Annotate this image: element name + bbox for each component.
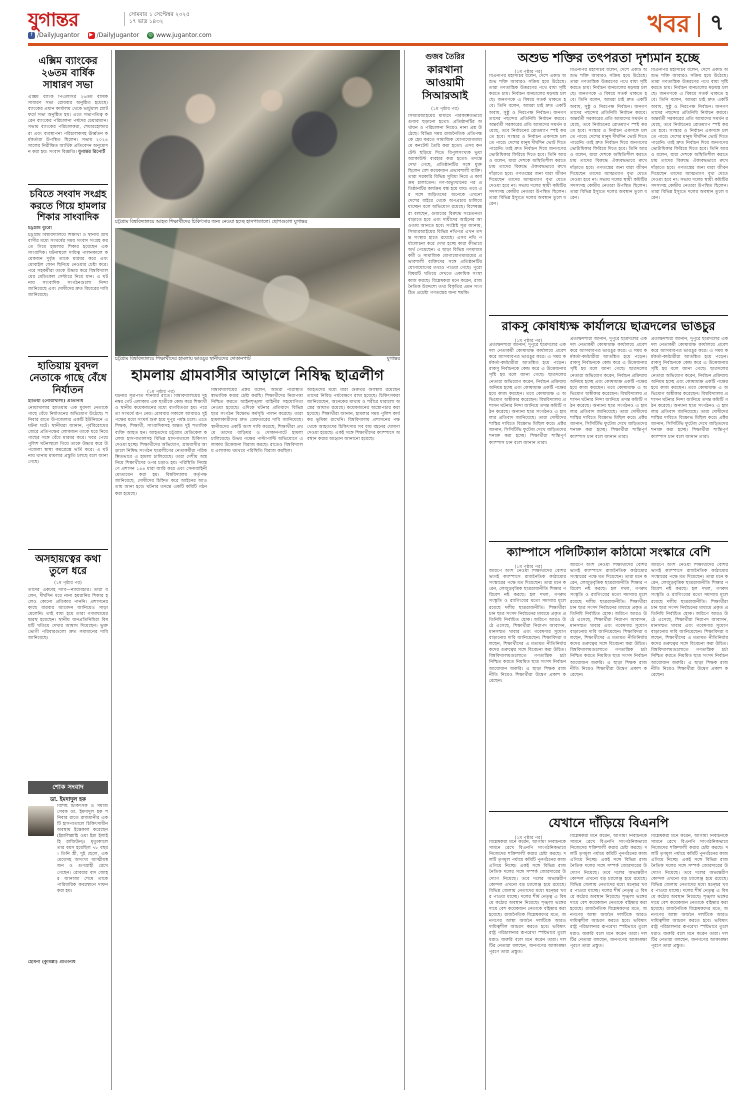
right-story1-headline: অশুভ শক্তির তৎপরতা দৃশ্যমান হচ্ছে bbox=[517, 50, 700, 65]
middle-body: সিআরআইয়ের মাধ্যমে পরিকল্পিতভাবে গুজব ছড়ানো হতো। প্রতিষ্ঠানটির অর্থায়ন ও পরিচালনা নিয়েও নানা প্রশ্ন উঠেছে। বিভিন্ন সময় রাজনৈতিক প্রতিপক্ষকে হেয় করতে সামাজিক যোগাযোগমাধ্যমে কনটেন্ট তৈরি করা হতো। এসব কনটেন্ট ছড়িয়ে দিতে বিপুলসংখ্যক ভুয়া অ্যাকাউন্ট ব্যবহার করা হতো। তদন্তে দেখা গেছে, প্রতিষ্ঠানটির সঙ্গে যুক্ত ছিলেন বেশ কয়েকজন প্রভাবশালী ব্যক্তি। তারা সরকারি বিভিন্ন সুবিধা নিয়ে এ কার্যক্রম চালাতেন। গণ-অভ্যুত্থানের পর প্রতিষ্ঠানটির কার্যক্রম বন্ধ হয়ে যায়। তবে এর সঙ্গে জড়িতদের অনেকে এখনো দেশের বাইরে থেকে অপপ্রচার চালিয়ে যাচ্ছেন বলে অভিযোগ রয়েছে। বিশেষজ্ঞরা বলছেন, গুজবের বিরুদ্ধে সচেতনতা বাড়াতে হবে এবং দায়ীদের আইনের আওতায় আনতে হবে। সংশ্লিষ্ট সূত্র জানায়, সিআরআইয়ের বিভিন্ন নথিপত্র এখন তদন্ত সংস্থার হাতে রয়েছে। এসব নথি পর্যালোচনা করে দেখা হচ্ছে কারা কীভাবে অর্থ পেয়েছেন। এ ছাড়া বিভিন্ন গণমাধ্যমকর্মী ও সামাজিক যোগাযোগমাধ্যমের প্রভাবশালী ব্যক্তিদের সঙ্গে প্রতিষ্ঠানটির যোগাযোগের তথ্যও পাওয়া গেছে। পুরো বিষয়টি খতিয়ে দেখতে একাধিক সংস্থা কাজ করছে। বিশ্লেষকরা মনে করেন, রাজনৈতিক উদ্দেশ্যে তথ্য বিকৃতির এমন সংগঠিত প্রচেষ্টা গণতন্ত্রের জন্য হুমকি। bbox=[408, 114, 482, 296]
column-rule bbox=[111, 50, 112, 1090]
right-story4-body-col2: বিশ্লেষকরা মনে করেন, আগামী নির্বাচনকে সামনে রেখে বিএনপি সাংগঠনিকভাবে নিজেদের শক্তিশালী করার চেষ্টা করছে। দলটি তৃণমূল পর্যায়ে কমিটি পুনর্গঠনের কাজ এগিয়ে নিচ্ছে। একই সঙ্গে বিভিন্ন রাজনৈতিক দলের সঙ্গে সম্পর্ক জোরদারের উদ্যোগ নিয়েছে। তবে দলের অভ্যন্তরীণ কোন্দল এখনো বড় চ্যালেঞ্জ হয়ে রয়েছে। বিভিন্ন জেলায় নেতাদের মধ্যে দ্বন্দ্বের খবর পাওয়া যাচ্ছে। দলের শীর্ষ নেতৃত্ব এ বিষয়ে কঠোর অবস্থান নিয়েছে। শৃঙ্খলা ভঙ্গের দায়ে বেশ কয়েকজন নেতাকে বহিষ্কার করা হয়েছে। রাজনৈতিক বিশ্লেষকদের মতে, জনগণের আস্থা অর্জনে দলটিকে আরও দায়িত্বশীল আচরণ করতে হবে। ভবিষ্যৎ রাষ্ট্র পরিচালনার রূপরেখা স্পষ্টভাবে তুলে ধরাও জরুরি বলে মনে করেন তারা। দলটির নেতারা বলছেন, জনগণের আকাঙ্ক্ষা পূরণে তারা প্রস্তুত। bbox=[570, 834, 647, 949]
obituary-byline: হোমনা (কুমিল্লা) প্রতিনিধি bbox=[28, 959, 76, 965]
middle-continue: (১ম পৃষ্ঠার পর) bbox=[431, 107, 459, 112]
date-line bbox=[124, 12, 190, 26]
social-youtube-label: /DailyJugantor bbox=[96, 32, 140, 39]
secondary-photo-debris bbox=[115, 228, 400, 356]
right-story3-body-col1: জরিপে অংশ নেওয়া শিক্ষার্থীদের বেশির ভাগই ক্যাম্পাসে রাজনৈতিক কাঠামোর সংস্কারের পক্ষে মত দিয়েছেন। তারা মনে করেন, লেজুড়বৃত্তিক ছাত্ররাজনীতি শিক্ষার পরিবেশ নষ্ট করছে। হল দখল, গণরুম সংস্কৃতি ও র‍্যাগিংয়ের মতো সমস্যার মূলে রয়েছে দলীয় ছাত্ররাজনীতি। শিক্ষার্থীরা চান ছাত্র সংসদ নির্বাচনের মাধ্যমে প্রকৃত প্রতিনিধি নির্বাচিত হোক। জরিপে আরও উঠে এসেছে, শিক্ষার্থীরা নিরাপদ আবাসন, মানসম্মত খাবার এবং গবেষণার সুযোগ বাড়ানোর দাবি জানিয়েছেন। শিক্ষাবিদরা বলছেন, শিক্ষার্থীদের এ মতামত নীতিনির্ধারকদের গুরুত্বের সঙ্গে বিবেচনা করা উচিত। বিশ্ববিদ্যালয়গুলোতে গণতান্ত্রিক চর্চা নিশ্চিত করতে নিয়মিত ছাত্র সংসদ নির্বাচন আয়োজন জরুরি। এ ছাড়া শিক্ষক রাজনীতি নিয়েও শিক্ষার্থীরা উদ্বেগ প্রকাশ করেছেন। bbox=[489, 569, 566, 684]
secondary-photo-caption bbox=[115, 357, 400, 363]
right-story3-body-col3: জরিপে অংশ নেওয়া শিক্ষার্থীদের বেশির ভাগই ক্যাম্পাসে রাজনৈতিক কাঠামোর সংস্কারের পক্ষে মত দিয়েছেন। তারা মনে করেন, লেজুড়বৃত্তিক ছাত্ররাজনীতি শিক্ষার পরিবেশ নষ্ট করছে। হল দখল, গণরুম সংস্কৃতি ও র‍্যাগিংয়ের মতো সমস্যার মূলে রয়েছে দলীয় ছাত্ররাজনীতি। শিক্ষার্থীরা চান ছাত্র সংসদ নির্বাচনের মাধ্যমে প্রকৃত প্রতিনিধি নির্বাচিত হোক। জরিপে আরও উঠে এসেছে, শিক্ষার্থীরা নিরাপদ আবাসন, মানসম্মত খাবার এবং গবেষণার সুযোগ বাড়ানোর দাবি জানিয়েছেন। শিক্ষাবিদরা বলছেন, শিক্ষার্থীদের এ মতামত নীতিনির্ধারকদের গুরুত্বের সঙ্গে বিবেচনা করা উচিত। বিশ্ববিদ্যালয়গুলোতে গণতান্ত্রিক চর্চা নিশ্চিত করতে নিয়মিত ছাত্র সংসদ নির্বাচন আয়োজন জরুরি। এ ছাড়া শিক্ষক রাজনীতি নিয়েও শিক্ষার্থীরা উদ্বেগ প্রকাশ করেছেন। bbox=[651, 563, 728, 678]
right-story1-continue: (১ম পৃষ্ঠার পর) bbox=[514, 70, 543, 75]
youtube-icon: ▶ bbox=[89, 32, 93, 38]
right-story3-body-col2: জরিপে অংশ নেওয়া শিক্ষার্থীদের বেশির ভাগই ক্যাম্পাসে রাজনৈতিক কাঠামোর সংস্কারের পক্ষে মত দিয়েছেন। তারা মনে করেন, লেজুড়বৃত্তিক ছাত্ররাজনীতি শিক্ষার পরিবেশ নষ্ট করছে। হল দখল, গণরুম সংস্কৃতি ও র‍্যাগিংয়ের মতো সমস্যার মূলে রয়েছে দলীয় ছাত্ররাজনীতি। শিক্ষার্থীরা চান ছাত্র সংসদ নির্বাচনের মাধ্যমে প্রকৃত প্রতিনিধি নির্বাচিত হোক। জরিপে আরও উঠে এসেছে, শিক্ষার্থীরা নিরাপদ আবাসন, মানসম্মত খাবার এবং গবেষণার সুযোগ বাড়ানোর দাবি জানিয়েছেন। শিক্ষাবিদরা বলছেন, শিক্ষার্থীদের এ মতামত নীতিনির্ধারকদের গুরুত্বের সঙ্গে বিবেচনা করা উচিত। বিশ্ববিদ্যালয়গুলোতে গণতান্ত্রিক চর্চা নিশ্চিত করতে নিয়মিত ছাত্র সংসদ নির্বাচন আয়োজন জরুরি। এ ছাড়া শিক্ষক রাজনীতি নিয়েও শিক্ষার্থীরা উদ্বেগ প্রকাশ করেছেন। bbox=[570, 563, 647, 678]
section-title: খবর bbox=[647, 10, 690, 38]
story-hatiya-byline: হাতিয়া (নোয়াখালী) প্রতিনিধি bbox=[28, 398, 84, 404]
lead-body-col3: আহতদের মধ্যে যারা গুরুতর অবস্থায় রয়েছেন তাদের নিবিড় পর্যবেক্ষণে রাখা হয়েছে। চিকিৎসকরা জানিয়েছেন, অনেকের মাথায় ও শরীরে ধারালো অস্ত্রের আঘাত রয়েছে। কয়েকজনের অস্ত্রোপচার করা হয়েছে। শিক্ষার্থীরা জানান, হামলার সময় পুলিশ কার্যকর ভূমিকা রাখেনি। বিশ্ববিদ্যালয় প্রশাসনের পক্ষ থেকে আহতদের চিকিৎসার সব ব্যয় বহনের ঘোষণা দেওয়া হয়েছে। একই সঙ্গে শিক্ষার্থীদের ক্যাম্পাসে অবস্থান করার আহ্বান জানানো হয়েছে। bbox=[307, 388, 400, 442]
lead-body-col1: ঘটনার সূত্রপাত শনিবার রাতে। বিশ্ববিদ্যালয়ের দুই নম্বর গেট এলাকায় এক ছাত্রীকে কেন্দ্র করে শিক্ষার্থী ও স্থানীয় কয়েকজনের মধ্যে বাগবিতণ্ডা হয়। পরে তা সংঘর্ষে রূপ নেয়। রোববার সকালে আবারও দুই পক্ষের মধ্যে সংঘর্ষ শুরু হয়ে দুপুর পর্যন্ত চলে। এতে শিক্ষক, শিক্ষার্থী, সাংবাদিকসহ অন্তত দুই শতাধিক ব্যক্তি আহত হন। আহতদের চট্টগ্রাম মেডিকেল কলেজ হাসপাতালসহ বিভিন্ন হাসপাতালে চিকিৎসা দেওয়া হচ্ছে। শিক্ষার্থীদের অভিযোগ, গ্রামবাসীর আড়ালে নিষিদ্ধ সংগঠন ছাত্রলীগের নেতাকর্মীরা পরিকল্পিতভাবে এ হামলা চালিয়েছে। তারা দেশীয় অস্ত্র নিয়ে শিক্ষার্থীদের ওপর চড়াও হয়। পরিস্থিতি নিয়ন্ত্রণে প্রশাসন ১৪৪ ধারা জারি করে এবং সেনাবাহিনী মোতায়েন করা হয়। বিশ্ববিদ্যালয় কর্তৃপক্ষ জানিয়েছে, দোষীদের চিহ্নিত করে আইনের আওতায় আনা হবে। ঘটনার তদন্তে একটি কমিটি গঠন করা হয়েছে। bbox=[115, 394, 207, 497]
right-story3-headline: ক্যাম্পাসে পলিটিক্যাল কাঠামো সংস্কারে বেশি bbox=[506, 545, 711, 559]
secondary-photo bbox=[115, 228, 400, 356]
lead-photo-crowd bbox=[115, 50, 400, 218]
story-cu-journalist-headline: চবিতে সংবাদ সংগ্রহ করতে গিয়ে হামলার শিকার সাংবাদিক bbox=[29, 189, 107, 223]
divider bbox=[28, 549, 108, 550]
obituary-header bbox=[28, 781, 108, 794]
right-story2-continue: (১ম পৃষ্ঠার পর) bbox=[514, 339, 543, 344]
divider bbox=[28, 356, 108, 357]
social-facebook[interactable] bbox=[28, 32, 80, 39]
lead-continue: (১ম পৃষ্ঠার পর) bbox=[147, 390, 175, 395]
divider bbox=[28, 184, 108, 185]
right-story2-headline: রাকসু কোষাধ্যক্ষ কার্যালয়ে ছাত্রদলের ভাঙচুর bbox=[501, 319, 716, 333]
obituary-body: বিশিষ্ট চিকিৎসক ও সমাজসেবক ডা. ইমদাদুল হক শনিবার রাতে রাজধানীর একটি হাসপাতালে চিকিৎসাধীন অবস্থায় ইন্তেকাল করেছেন (ইন্নালিল্লাহি ওয়া ইন্না ইলাইহি রাজিউন)। মৃত্যুকালে তার বয়স হয়েছিল ৭৮ বছর। তিনি স্ত্রী, দুই ছেলে, এক মেয়েসহ অসংখ্য আত্মীয়স্বজন ও গুণগ্রাহী রেখে গেছেন। রোববার বাদ জোহর জানাজা শেষে তাকে পারিবারিক কবরস্থানে দাফন করা হয়। bbox=[57, 803, 108, 894]
obituary-block bbox=[28, 804, 108, 964]
right-story2-body-col3: প্রত্যক্ষদর্শীরা জানান, দুপুরে ছাত্রদলের একদল নেতাকর্মী কোষাধ্যক্ষ কার্যালয়ে প্রবেশ করে আসবাবপত্র ভাঙচুর করে। এ সময় কর্মকর্তা-কর্মচারীরা আতঙ্কিত হয়ে পড়েন। রাকসু নির্বাচনকে কেন্দ্র করে এ উত্তেজনার সৃষ্টি হয় বলে জানা গেছে। ছাত্রদলের নেতারা অভিযোগ করেন, নির্বাচন প্রক্রিয়ায় অনিয়ম হচ্ছে এবং কোষাধ্যক্ষ একটি পক্ষের হয়ে কাজ করছেন। তবে কোষাধ্যক্ষ এ অভিযোগ অস্বীকার করেছেন। বিশ্ববিদ্যালয় প্রশাসন ঘটনার নিন্দা জানিয়ে তদন্ত কমিটি গঠন করেছে। অন্যান্য ছাত্র সংগঠনও এ হামলার প্রতিবাদ জানিয়েছে। তারা দোষীদের শাস্তির দাবিতে বিক্ষোভ মিছিল করে। প্রক্টর জানান, সিসিটিভি ফুটেজ দেখে জড়িতদের শনাক্ত করা হচ্ছে। শিক্ষার্থীরা শান্তিপূর্ণ ক্যাম্পাস চান বলে জানান তারা। bbox=[651, 337, 728, 440]
middle-headline: কারখানা আওয়ামী সিআরআই bbox=[422, 64, 468, 102]
social-website[interactable] bbox=[147, 32, 212, 39]
lead-photo-caption: চট্টগ্রাম বিশ্ববিদ্যালয়ে আহত শিক্ষার্থীদের চিকিৎসার জন্য নেওয়া হচ্ছে হাসপাতালে। ছোপগুলো যুগান্তর bbox=[115, 220, 308, 225]
divider bbox=[489, 811, 728, 812]
obituary-name: ডা. ইমদাদুল হক bbox=[50, 796, 86, 803]
obituary-portrait bbox=[28, 806, 54, 836]
right-story3-continue: (১ম পৃষ্ঠার পর) bbox=[514, 565, 543, 570]
right-story4-continue: (১ম পৃষ্ঠার পর) bbox=[514, 836, 543, 841]
masthead bbox=[28, 10, 728, 42]
secondary-photo-credit: যুগান্তর bbox=[386, 357, 400, 362]
story-exim-text: এক্সিম ব্যাংক পিএলসির ২৬তম বার্ষিক সাধারণ সভা রোববার অনুষ্ঠিত হয়েছে। ব্যাংকের প্রধান কার্যালয় থেকে ভার্চুয়াল প্ল্যাটফর্মে সভা অনুষ্ঠিত হয়। এতে সভাপতিত্ব করেন ব্যাংকের পরিচালনা পর্ষদের চেয়ারম্যান। সভায় ব্যাংকের পরিচালকরা, শেয়ারহোল্ডাররা এবং ব্যবস্থাপনা পরিচালকসহ ঊর্ধ্বতন কর্মকর্তারা উপস্থিত ছিলেন। সভায় ২০২৪ সালের নিরীক্ষিত আর্থিক প্রতিবেদন অনুমোদন করা হয়। সংবাদ বিজ্ঞপ্তি। bbox=[28, 95, 108, 155]
lead-photo bbox=[115, 50, 400, 218]
right-story1-body-col3: বিএনপির মহাসচিব বলেন, দেশে একটি অশুভ শক্তি আবারও সক্রিয় হয়ে উঠেছে। তারা গণতান্ত্রিক উত্তরণের পথে বাধা সৃষ্টি করতে চায়। নির্বাচন বানচালের ষড়যন্ত্র চলছে। জনগণকে এ বিষয়ে সতর্ক থাকতে হবে। তিনি বলেন, আমরা চাই দ্রুত একটি অবাধ, সুষ্ঠু ও নিরপেক্ষ নির্বাচন। জনগণ তাদের পছন্দের প্রতিনিধি নির্বাচন করবে। অন্তর্বর্তী সরকারের প্রতি আমাদের সমর্থন রয়েছে, তবে নির্বাচনের রোডম্যাপ স্পষ্ট করতে হবে। সংস্কার ও নির্বাচন একসঙ্গে চলতে পারে। দেশের মানুষ দীর্ঘদিন ভোট দিতে পারেনি। তাই দ্রুত নির্বাচন দিয়ে জনগণের ভোটাধিকার ফিরিয়ে দিতে হবে। তিনি আরও বলেন, যারা দেশকে অস্থিতিশীল করতে চায় তাদের বিরুদ্ধে ঐক্যবদ্ধভাবে রুখে দাঁড়াতে হবে। গণতন্ত্রের জন্য যারা জীবন দিয়েছেন তাদের আত্মত্যাগ বৃথা যেতে দেওয়া হবে না। সভায় দলের স্থায়ী কমিটির সদস্যসহ কেন্দ্রীয় নেতারা উপস্থিত ছিলেন। তারা বিভিন্ন ইস্যুতে দলের অবস্থান তুলে ধরেন। bbox=[651, 68, 728, 201]
obituary-title: শোক সংবাদ bbox=[52, 782, 84, 791]
left-column bbox=[28, 50, 108, 1090]
section-divider bbox=[698, 13, 700, 37]
story-helpless-headline: অসহায়ত্বের কথা তুলে ধরে bbox=[35, 553, 101, 577]
page-number: ৭ bbox=[709, 11, 724, 36]
date-bangla: ১৭ ভাদ্র ১৪৩২ bbox=[129, 19, 164, 25]
lead-headline: হামলায় গ্রামবাসীর আড়ালে নিষিদ্ধ ছাত্রলীগ bbox=[131, 368, 384, 384]
social-youtube[interactable] bbox=[88, 32, 140, 39]
story-exim-byline: যুগান্তর রিপোর্ট bbox=[78, 149, 106, 155]
story-hatiya-body: নোয়াখালীর হাতিয়ায় এক যুবদল নেতাকে গাছে বেঁধে নির্যাতনের অভিযোগ উঠেছে। শনিবার রাতে উপজেলার একটি ইউনিয়নে এ ঘটনা ঘটে। স্থানীয়রা জানান, পূর্ববিরোধের জেরে প্রতিপক্ষের লোকজন তাকে ধরে নিয়ে গাছের সঙ্গে বেঁধে মারধর করে। খবর পেয়ে পুলিশ ঘটনাস্থলে গিয়ে তাকে উদ্ধার করে উপজেলা স্বাস্থ্য কমপ্লেক্সে ভর্তি করে। এ ঘটনায় থানায় মামলার প্রস্তুতি চলছে বলে জানা গেছে। bbox=[28, 405, 108, 466]
story-helpless-continue: (১ম পৃষ্ঠার পর) bbox=[54, 580, 82, 586]
right-story2-body-col2: প্রত্যক্ষদর্শীরা জানান, দুপুরে ছাত্রদলের একদল নেতাকর্মী কোষাধ্যক্ষ কার্যালয়ে প্রবেশ করে আসবাবপত্র ভাঙচুর করে। এ সময় কর্মকর্তা-কর্মচারীরা আতঙ্কিত হয়ে পড়েন। রাকসু নির্বাচনকে কেন্দ্র করে এ উত্তেজনার সৃষ্টি হয় বলে জানা গেছে। ছাত্রদলের নেতারা অভিযোগ করেন, নির্বাচন প্রক্রিয়ায় অনিয়ম হচ্ছে এবং কোষাধ্যক্ষ একটি পক্ষের হয়ে কাজ করছেন। তবে কোষাধ্যক্ষ এ অভিযোগ অস্বীকার করেছেন। বিশ্ববিদ্যালয় প্রশাসন ঘটনার নিন্দা জানিয়ে তদন্ত কমিটি গঠন করেছে। অন্যান্য ছাত্র সংগঠনও এ হামলার প্রতিবাদ জানিয়েছে। তারা দোষীদের শাস্তির দাবিতে বিক্ষোভ মিছিল করে। প্রক্টর জানান, সিসিটিভি ফুটেজ দেখে জড়িতদের শনাক্ত করা হচ্ছে। শিক্ষার্থীরা শান্তিপূর্ণ ক্যাম্পাস চান বলে জানান তারা। bbox=[570, 337, 647, 440]
right-story2-body-col1: প্রত্যক্ষদর্শীরা জানান, দুপুরে ছাত্রদলের একদল নেতাকর্মী কোষাধ্যক্ষ কার্যালয়ে প্রবেশ করে আসবাবপত্র ভাঙচুর করে। এ সময় কর্মকর্তা-কর্মচারীরা আতঙ্কিত হয়ে পড়েন। রাকসু নির্বাচনকে কেন্দ্র করে এ উত্তেজনার সৃষ্টি হয় বলে জানা গেছে। ছাত্রদলের নেতারা অভিযোগ করেন, নির্বাচন প্রক্রিয়ায় অনিয়ম হচ্ছে এবং কোষাধ্যক্ষ একটি পক্ষের হয়ে কাজ করছেন। তবে কোষাধ্যক্ষ এ অভিযোগ অস্বীকার করেছেন। বিশ্ববিদ্যালয় প্রশাসন ঘটনার নিন্দা জানিয়ে তদন্ত কমিটি গঠন করেছে। অন্যান্য ছাত্র সংগঠনও এ হামলার প্রতিবাদ জানিয়েছে। তারা দোষীদের শাস্তির দাবিতে বিক্ষোভ মিছিল করে। প্রক্টর জানান, সিসিটিভি ফুটেজ দেখে জড়িতদের শনাক্ত করা হচ্ছে। শিক্ষার্থীরা শান্তিপূর্ণ ক্যাম্পাস চান বলে জানান তারা। bbox=[489, 343, 566, 446]
secondary-photo-caption-text: চট্টগ্রাম বিশ্ববিদ্যালয়ে শিক্ষার্থীদের হামলায় ভাঙচুর স্থানীয়দের দোকানপাট bbox=[115, 357, 251, 362]
social-links bbox=[28, 32, 212, 39]
divider bbox=[489, 315, 728, 316]
right-story4-body-col3: বিশ্লেষকরা মনে করেন, আগামী নির্বাচনকে সামনে রেখে বিএনপি সাংগঠনিকভাবে নিজেদের শক্তিশালী করার চেষ্টা করছে। দলটি তৃণমূল পর্যায়ে কমিটি পুনর্গঠনের কাজ এগিয়ে নিচ্ছে। একই সঙ্গে বিভিন্ন রাজনৈতিক দলের সঙ্গে সম্পর্ক জোরদারের উদ্যোগ নিয়েছে। তবে দলের অভ্যন্তরীণ কোন্দল এখনো বড় চ্যালেঞ্জ হয়ে রয়েছে। বিভিন্ন জেলায় নেতাদের মধ্যে দ্বন্দ্বের খবর পাওয়া যাচ্ছে। দলের শীর্ষ নেতৃত্ব এ বিষয়ে কঠোর অবস্থান নিয়েছে। শৃঙ্খলা ভঙ্গের দায়ে বেশ কয়েকজন নেতাকে বহিষ্কার করা হয়েছে। রাজনৈতিক বিশ্লেষকদের মতে, জনগণের আস্থা অর্জনে দলটিকে আরও দায়িত্বশীল আচরণ করতে হবে। ভবিষ্যৎ রাষ্ট্র পরিচালনার রূপরেখা স্পষ্টভাবে তুলে ধরাও জরুরি বলে মনে করেন তারা। দলটির নেতারা বলছেন, জনগণের আকাঙ্ক্ষা পূরণে তারা প্রস্তুত। bbox=[651, 834, 728, 949]
newspaper-logo: যুগান্তর bbox=[28, 9, 79, 31]
right-story4-headline: যেখানে দাঁড়িয়ে বিএনপি bbox=[548, 815, 669, 830]
right-story4-body-col1: বিশ্লেষকরা মনে করেন, আগামী নির্বাচনকে সামনে রেখে বিএনপি সাংগঠনিকভাবে নিজেদের শক্তিশালী করার চেষ্টা করছে। দলটি তৃণমূল পর্যায়ে কমিটি পুনর্গঠনের কাজ এগিয়ে নিচ্ছে। একই সঙ্গে বিভিন্ন রাজনৈতিক দলের সঙ্গে সম্পর্ক জোরদারের উদ্যোগ নিয়েছে। তবে দলের অভ্যন্তরীণ কোন্দল এখনো বড় চ্যালেঞ্জ হয়ে রয়েছে। বিভিন্ন জেলায় নেতাদের মধ্যে দ্বন্দ্বের খবর পাওয়া যাচ্ছে। দলের শীর্ষ নেতৃত্ব এ বিষয়ে কঠোর অবস্থান নিয়েছে। শৃঙ্খলা ভঙ্গের দায়ে বেশ কয়েকজন নেতাকে বহিষ্কার করা হয়েছে। রাজনৈতিক বিশ্লেষকদের মতে, জনগণের আস্থা অর্জনে দলটিকে আরও দায়িত্বশীল আচরণ করতে হবে। ভবিষ্যৎ রাষ্ট্র পরিচালনার রূপরেখা স্পষ্টভাবে তুলে ধরাও জরুরি বলে মনে করেন তারা। দলটির নেতারা বলছেন, জনগণের আকাঙ্ক্ষা পূরণে তারা প্রস্তুত। bbox=[489, 840, 566, 955]
middle-story bbox=[408, 50, 482, 1090]
globe-icon: ◎ bbox=[148, 32, 153, 38]
divider bbox=[489, 541, 728, 542]
lead-body-col2: বিশ্ববিদ্যালয়ের প্রক্টর বলেন, আমরা পরিস্থিতি স্বাভাবিক করার চেষ্টা করছি। শিক্ষার্থীদের নিরাপত্তা নিশ্চিত করতে আইনশৃঙ্খলা বাহিনীর সহযোগিতা নেওয়া হয়েছে। এদিকে ঘটনার প্রতিবাদে বিভিন্ন ছাত্র সংগঠন বিক্ষোভ কর্মসূচি পালন করেছে। তারা হামলাকারীদের দ্রুত গ্রেফতারের দাবি জানিয়েছে। স্থানীয়দের একটি অংশ দাবি করেছে, শিক্ষার্থীরা প্রথমে তাদের বাড়িঘর ও দোকানপাটে হামলা চালিয়েছে। উভয় পক্ষের পাল্টাপাল্টি অভিযোগে এলাকায় উত্তেজনা বিরাজ করছে। রাতেও বিশ্ববিদ্যালয় এলাকায় থমথমে পরিস্থিতি বিরাজ করছিল। bbox=[211, 388, 303, 454]
right-story1-body-col2: বিএনপির মহাসচিব বলেন, দেশে একটি অশুভ শক্তি আবারও সক্রিয় হয়ে উঠেছে। তারা গণতান্ত্রিক উত্তরণের পথে বাধা সৃষ্টি করতে চায়। নির্বাচন বানচালের ষড়যন্ত্র চলছে। জনগণকে এ বিষয়ে সতর্ক থাকতে হবে। তিনি বলেন, আমরা চাই দ্রুত একটি অবাধ, সুষ্ঠু ও নিরপেক্ষ নির্বাচন। জনগণ তাদের পছন্দের প্রতিনিধি নির্বাচন করবে। অন্তর্বর্তী সরকারের প্রতি আমাদের সমর্থন রয়েছে, তবে নির্বাচনের রোডম্যাপ স্পষ্ট করতে হবে। সংস্কার ও নির্বাচন একসঙ্গে চলতে পারে। দেশের মানুষ দীর্ঘদিন ভোট দিতে পারেনি। তাই দ্রুত নির্বাচন দিয়ে জনগণের ভোটাধিকার ফিরিয়ে দিতে হবে। তিনি আরও বলেন, যারা দেশকে অস্থিতিশীল করতে চায় তাদের বিরুদ্ধে ঐক্যবদ্ধভাবে রুখে দাঁড়াতে হবে। গণতন্ত্রের জন্য যারা জীবন দিয়েছেন তাদের আত্মত্যাগ বৃথা যেতে দেওয়া হবে না। সভায় দলের স্থায়ী কমিটির সদস্যসহ কেন্দ্রীয় নেতারা উপস্থিত ছিলেন। তারা বিভিন্ন ইস্যুতে দলের অবস্থান তুলে ধরেন। bbox=[570, 68, 647, 201]
facebook-icon: f bbox=[28, 32, 35, 39]
story-exim-headline: এক্সিম ব্যাংকের ২৬তম বার্ষিক সাধারণ সভা bbox=[38, 56, 98, 91]
social-website-label: www.jugantor.com bbox=[156, 32, 212, 39]
masthead-rule bbox=[28, 43, 728, 46]
story-helpless-body: তাদের একটাই দাবি—ন্যায়বিচার। তারা বলেন, দীর্ঘদিন ধরে নানা হয়রানির শিকার হলেও কোনো প্রতিকার পাননি। প্রশাসনের কাছে বারবার আবেদন জানিয়েও সাড়া মেলেনি। তাই বাধ্য হয়ে তারা গণমাধ্যমের দ্বারস্থ হয়েছেন। স্থানীয় জনপ্রতিনিধিরা বিষয়টি খতিয়ে দেখার আশ্বাস দিয়েছেন। ভুক্তভোগী পরিবারগুলো দ্রুত সমাধানের দাবি জানিয়েছে। bbox=[28, 587, 108, 642]
date-gregorian: সোমবার ১ সেপ্টেম্বর ২০২৫ bbox=[129, 12, 190, 18]
social-facebook-label: /DailyJugantor bbox=[37, 32, 80, 39]
story-cu-journalist-byline: চট্টগ্রাম ব্যুরো bbox=[28, 225, 52, 231]
middle-kicker: গুজব তৈরির bbox=[425, 52, 465, 61]
story-hatiya-headline: হাতিয়ায় যুবদল নেতাকে গাছে বেঁধে নির্যাতন bbox=[29, 360, 107, 396]
right-story1-body-col1: বিএনপির মহাসচিব বলেন, দেশে একটি অশুভ শক্তি আবারও সক্রিয় হয়ে উঠেছে। তারা গণতান্ত্রিক উত্তরণের পথে বাধা সৃষ্টি করতে চায়। নির্বাচন বানচালের ষড়যন্ত্র চলছে। জনগণকে এ বিষয়ে সতর্ক থাকতে হবে। তিনি বলেন, আমরা চাই দ্রুত একটি অবাধ, সুষ্ঠু ও নিরপেক্ষ নির্বাচন। জনগণ তাদের পছন্দের প্রতিনিধি নির্বাচন করবে। অন্তর্বর্তী সরকারের প্রতি আমাদের সমর্থন রয়েছে, তবে নির্বাচনের রোডম্যাপ স্পষ্ট করতে হবে। সংস্কার ও নির্বাচন একসঙ্গে চলতে পারে। দেশের মানুষ দীর্ঘদিন ভোট দিতে পারেনি। তাই দ্রুত নির্বাচন দিয়ে জনগণের ভোটাধিকার ফিরিয়ে দিতে হবে। তিনি আরও বলেন, যারা দেশকে অস্থিতিশীল করতে চায় তাদের বিরুদ্ধে ঐক্যবদ্ধভাবে রুখে দাঁড়াতে হবে। গণতন্ত্রের জন্য যারা জীবন দিয়েছেন তাদের আত্মত্যাগ বৃথা যেতে দেওয়া হবে না। সভায় দলের স্থায়ী কমিটির সদস্যসহ কেন্দ্রীয় নেতারা উপস্থিত ছিলেন। তারা বিভিন্ন ইস্যুতে দলের অবস্থান তুলে ধরেন। bbox=[489, 74, 566, 207]
story-cu-journalist-body: চট্টগ্রাম বিশ্ববিদ্যালয়ে শিক্ষার্থী ও স্থানীয় গ্রামবাসীর মধ্যে সংঘর্ষের সময় সংবাদ সংগ্রহ করতে গিয়ে হামলার শিকার হয়েছেন এক সাংবাদিক। ঘটনাস্থলে দায়িত্ব পালনকালে কয়েকজন দুর্বৃত্ত তাকে মারধর করে এবং মোবাইল ফোন ছিনিয়ে নেওয়ার চেষ্টা করে। পরে সহকর্মীরা তাকে উদ্ধার করে বিশ্ববিদ্যালয়ের মেডিকেল সেন্টারে নিয়ে যান। এ ঘটনায় সাংবাদিক সংগঠনগুলো নিন্দা জানিয়েছে এবং দোষীদের দ্রুত বিচারের দাবি জানিয়েছে। bbox=[28, 232, 108, 299]
story-exim-body bbox=[28, 95, 108, 181]
column-rule bbox=[485, 50, 486, 1090]
column-rule bbox=[404, 50, 405, 1090]
